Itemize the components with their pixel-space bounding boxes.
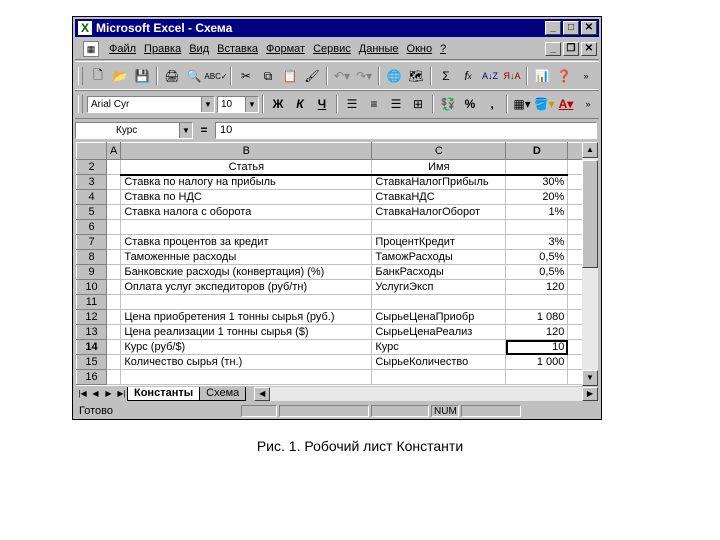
row-header[interactable]: 2 <box>77 160 107 175</box>
table-row <box>77 160 584 175</box>
font-select-value: Arial Cyr <box>91 98 130 110</box>
cell-label[interactable]: Ставка процентов за кредит <box>121 235 372 250</box>
cell-name[interactable]: СтавкаНДС <box>372 190 506 205</box>
vertical-scrollbar[interactable] <box>582 142 598 386</box>
cell-value[interactable] <box>506 370 568 385</box>
cell-value[interactable]: 120 <box>506 325 568 340</box>
table-row <box>77 310 584 325</box>
cell-value[interactable]: 3% <box>506 235 568 250</box>
status-panel <box>371 405 429 417</box>
menu-window[interactable]: Окно <box>406 43 433 55</box>
worksheet-grid[interactable] <box>76 142 598 386</box>
cell-label[interactable]: Ставка налога с оборота <box>121 205 372 220</box>
cell[interactable] <box>107 250 121 265</box>
cell-value[interactable]: 1% <box>506 205 568 220</box>
cell-label[interactable]: Курс (руб/$) <box>121 340 372 355</box>
table-row <box>77 205 584 220</box>
status-bar <box>75 403 599 419</box>
status-panel <box>279 405 369 417</box>
formatting-toolbar <box>75 89 599 119</box>
cell-name[interactable]: ПроцентКредит <box>372 235 506 250</box>
cell[interactable] <box>107 190 121 205</box>
name-box[interactable] <box>75 122 193 139</box>
menu-data[interactable]: Данные <box>358 43 399 55</box>
cell-name[interactable]: УслугиЭксп <box>372 280 506 295</box>
cell-label[interactable]: Оплата услуг экспедиторов (руб/тн) <box>121 280 372 295</box>
new-icon[interactable]: 🗋 <box>93 67 103 82</box>
cell-name[interactable]: СырьеЦенаПриобр <box>372 310 506 325</box>
cell-name[interactable]: СтавкаНалогПрибыль <box>372 175 506 190</box>
separator <box>432 95 434 113</box>
tab-constants[interactable]: Константы <box>127 387 200 401</box>
sort-ascending-icon[interactable]: A↓Z <box>481 71 498 81</box>
help-icon[interactable]: ❓ <box>556 69 572 83</box>
borders-icon[interactable]: ▦▾ <box>513 97 531 111</box>
cell[interactable] <box>107 175 121 190</box>
window-title: Microsoft Excel - Схема <box>96 21 233 35</box>
table-row <box>77 250 584 265</box>
scroll-thumb[interactable] <box>582 160 598 268</box>
row-header[interactable]: 8 <box>77 250 107 265</box>
cell-value[interactable]: 120 <box>506 280 568 295</box>
cell-name[interactable]: ТаможРасходы <box>372 250 506 265</box>
menu-insert[interactable]: Вставка <box>217 43 259 55</box>
print-icon[interactable]: 🖨 <box>164 69 180 83</box>
row-header[interactable]: 6 <box>77 220 107 235</box>
toolbar-more-icon[interactable]: » <box>583 71 589 81</box>
cell-label[interactable]: Банковские расходы (конвертация) (%) <box>121 265 372 280</box>
redo-icon[interactable]: ↷▾ <box>355 69 373 83</box>
column-header-d[interactable]: D <box>506 143 568 160</box>
table-row <box>77 220 584 235</box>
align-center-icon[interactable]: ≡ <box>370 97 378 111</box>
close-button[interactable]: ✕ <box>581 21 597 35</box>
cell[interactable] <box>506 160 568 175</box>
print-preview-icon[interactable]: 🔍 <box>186 69 202 83</box>
row-header[interactable]: 7 <box>77 235 107 250</box>
align-right-icon[interactable]: ☰ <box>390 97 402 111</box>
font-color-icon[interactable]: A▾ <box>558 97 574 111</box>
save-icon[interactable]: 💾 <box>134 69 150 83</box>
toolbar-grip[interactable] <box>78 67 83 85</box>
cell-value[interactable]: 20% <box>506 190 568 205</box>
open-icon[interactable]: 📂 <box>112 69 128 83</box>
chart-wizard-icon[interactable]: 📊 <box>534 69 550 83</box>
cell-header-imya[interactable]: Имя <box>372 160 506 175</box>
underline-button[interactable]: Ч <box>317 97 327 111</box>
row-header[interactable]: 15 <box>77 355 107 370</box>
column-header-a[interactable]: A <box>107 143 121 160</box>
cell-label[interactable]: Таможенные расходы <box>121 250 372 265</box>
last-sheet-icon[interactable]: ▶| <box>117 389 126 398</box>
formula-input[interactable]: 10 <box>215 122 597 139</box>
cell[interactable] <box>107 280 121 295</box>
cell[interactable] <box>107 160 121 175</box>
cell-name[interactable]: СырьеЦенаРеализ <box>372 325 506 340</box>
cell-value[interactable]: 1 000 <box>506 355 568 370</box>
next-sheet-icon[interactable]: ▶ <box>105 389 112 398</box>
chevron-down-icon[interactable]: ▼ <box>245 97 258 112</box>
row-header[interactable]: 3 <box>77 175 107 190</box>
cell[interactable] <box>107 355 121 370</box>
spellcheck-icon[interactable]: ABC✓ <box>204 71 228 81</box>
cell-name[interactable] <box>372 220 506 235</box>
horizontal-scrollbar[interactable] <box>254 387 598 401</box>
name-box-value: Курс <box>116 124 138 136</box>
separator <box>526 67 528 85</box>
menu-edit[interactable]: Правка <box>144 43 182 55</box>
row-header[interactable]: 4 <box>77 190 107 205</box>
chevron-down-icon[interactable]: ▼ <box>201 97 214 112</box>
separator <box>326 67 328 85</box>
excel-icon[interactable]: X <box>78 21 92 35</box>
cell[interactable] <box>107 220 121 235</box>
separator <box>156 67 158 85</box>
column-header-b[interactable]: B <box>121 143 372 160</box>
row-header[interactable]: 16 <box>77 370 107 385</box>
sheet-tab-bar <box>76 386 598 401</box>
cell-label[interactable] <box>121 295 372 310</box>
currency-icon[interactable]: 💱 <box>440 97 456 111</box>
function-icon[interactable]: f x <box>464 69 472 83</box>
cell-value[interactable]: 30% <box>506 175 568 190</box>
scroll-down-icon[interactable]: ▼ <box>582 370 598 386</box>
separator <box>336 95 338 113</box>
separator <box>506 95 508 113</box>
cell-label[interactable]: Цена приобретения 1 тонны сырья (руб.) <box>121 310 372 325</box>
cell-label[interactable] <box>121 370 372 385</box>
menu-help[interactable]: ? <box>440 43 447 55</box>
scroll-right-icon[interactable]: ▶ <box>582 387 598 401</box>
cell-header-statya[interactable]: Статья <box>121 160 372 175</box>
table-row <box>77 355 584 370</box>
cell[interactable] <box>107 340 121 355</box>
toolbar-more-icon[interactable]: » <box>585 99 591 109</box>
cell-name[interactable]: БанкРасходы <box>372 265 506 280</box>
formula-equals[interactable]: = <box>200 123 208 137</box>
scroll-up-icon[interactable]: ▲ <box>582 142 598 158</box>
table-row <box>77 190 584 205</box>
sheet-table <box>76 142 584 385</box>
maximize-button[interactable]: □ <box>563 21 579 35</box>
menu-view[interactable]: Вид <box>189 43 210 55</box>
cell-label[interactable] <box>121 220 372 235</box>
workbook-icon[interactable]: ▦ <box>83 41 99 57</box>
copy-icon[interactable]: ⧉ <box>263 68 273 83</box>
align-left-icon[interactable]: ☰ <box>346 97 358 111</box>
table-row <box>77 370 584 385</box>
title-bar <box>75 19 599 37</box>
separator <box>430 67 432 85</box>
status-panel <box>461 405 521 417</box>
comma-button[interactable]: , <box>490 97 494 111</box>
table-row <box>77 235 584 250</box>
cell-name[interactable]: СтавкаНалогОборот <box>372 205 506 220</box>
format-painter-icon[interactable]: 🖌 <box>304 69 320 83</box>
table-row <box>77 325 584 340</box>
percent-button[interactable]: % <box>464 97 476 111</box>
cell-name[interactable]: СырьеКоличество <box>372 355 506 370</box>
cell[interactable] <box>107 310 121 325</box>
doc-minimize-button[interactable]: _ <box>545 42 561 56</box>
separator <box>230 67 232 85</box>
active-cell[interactable]: 10 <box>506 340 568 355</box>
cell-value[interactable] <box>506 220 568 235</box>
cell[interactable] <box>107 370 121 385</box>
toolbar-grip[interactable] <box>78 95 83 113</box>
tab-scheme[interactable]: Схема <box>199 387 246 401</box>
menu-format[interactable]: Формат <box>266 43 306 55</box>
scroll-left-icon[interactable]: ◀ <box>254 387 270 401</box>
chevron-down-icon[interactable]: ▼ <box>179 123 192 138</box>
font-size-select[interactable] <box>217 96 259 113</box>
cell[interactable] <box>107 295 121 310</box>
standard-toolbar <box>75 61 599 91</box>
row-header[interactable]: 5 <box>77 205 107 220</box>
font-size-value: 10 <box>221 98 233 110</box>
italic-button[interactable]: К <box>296 97 304 111</box>
menu-file[interactable]: Файл <box>109 43 137 55</box>
cell-value[interactable] <box>506 295 568 310</box>
cell-name[interactable] <box>372 370 506 385</box>
prev-sheet-icon[interactable]: ◀ <box>92 389 99 398</box>
cell-label[interactable]: Цена реализации 1 тонны сырья ($) <box>121 325 372 340</box>
cell-label[interactable]: Ставка по НДС <box>121 190 372 205</box>
cell-value[interactable]: 0,5% <box>506 250 568 265</box>
figure-caption: Рис. 1. Робочий лист Константи <box>256 438 464 454</box>
status-panel <box>241 405 277 417</box>
select-all-corner[interactable] <box>77 143 107 160</box>
cell[interactable] <box>107 265 121 280</box>
separator <box>378 67 380 85</box>
cell-value[interactable]: 1 080 <box>506 310 568 325</box>
table-row <box>77 340 584 355</box>
minimize-button[interactable]: _ <box>545 21 561 35</box>
doc-close-button[interactable]: ✕ <box>581 42 597 56</box>
column-header-c[interactable]: C <box>372 143 506 160</box>
table-row <box>77 295 584 310</box>
cell-name[interactable] <box>372 295 506 310</box>
undo-icon[interactable]: ↶▾ <box>333 69 351 83</box>
sort-descending-icon[interactable]: Я↓A <box>503 71 521 81</box>
table-row <box>77 280 584 295</box>
cell[interactable] <box>107 235 121 250</box>
cell[interactable] <box>107 325 121 340</box>
separator <box>262 95 264 113</box>
cell[interactable] <box>107 205 121 220</box>
paste-icon[interactable]: 📋 <box>282 69 298 83</box>
row-header[interactable]: 11 <box>77 295 107 310</box>
table-row <box>77 265 584 280</box>
insert-hyperlink-icon[interactable]: 🌐 <box>386 69 402 83</box>
status-ready: Готово <box>79 405 113 417</box>
excel-window <box>72 16 602 420</box>
cell-name[interactable]: Курс <box>372 340 506 355</box>
font-select[interactable] <box>87 96 215 113</box>
formula-bar <box>75 119 599 141</box>
cut-icon[interactable]: ✂ <box>240 69 252 83</box>
table-row <box>77 175 584 190</box>
num-lock-indicator: NUM <box>431 405 459 417</box>
menu-tools[interactable]: Сервис <box>313 43 351 55</box>
row-header[interactable]: 9 <box>77 265 107 280</box>
cell-value[interactable]: 0,5% <box>506 265 568 280</box>
menu-bar <box>75 39 599 60</box>
fill-color-icon[interactable]: 🪣▾ <box>533 97 555 111</box>
row-header[interactable]: 14 <box>77 340 107 355</box>
bold-button[interactable]: Ж <box>272 97 284 111</box>
cell-label[interactable]: Количество сырья (тн.) <box>121 355 372 370</box>
row-header[interactable]: 13 <box>77 325 107 340</box>
row-header[interactable]: 12 <box>77 310 107 325</box>
autosum-icon[interactable]: Σ <box>442 69 450 83</box>
cell-label[interactable]: Ставка по налогу на прибыль <box>121 175 372 190</box>
merge-center-icon[interactable]: ⊞ <box>412 97 424 111</box>
first-sheet-icon[interactable]: |◀ <box>78 389 87 398</box>
row-header[interactable]: 10 <box>77 280 107 295</box>
web-toolbar-icon[interactable]: 🗺 <box>408 69 424 83</box>
doc-restore-button[interactable]: ❐ <box>563 42 579 56</box>
